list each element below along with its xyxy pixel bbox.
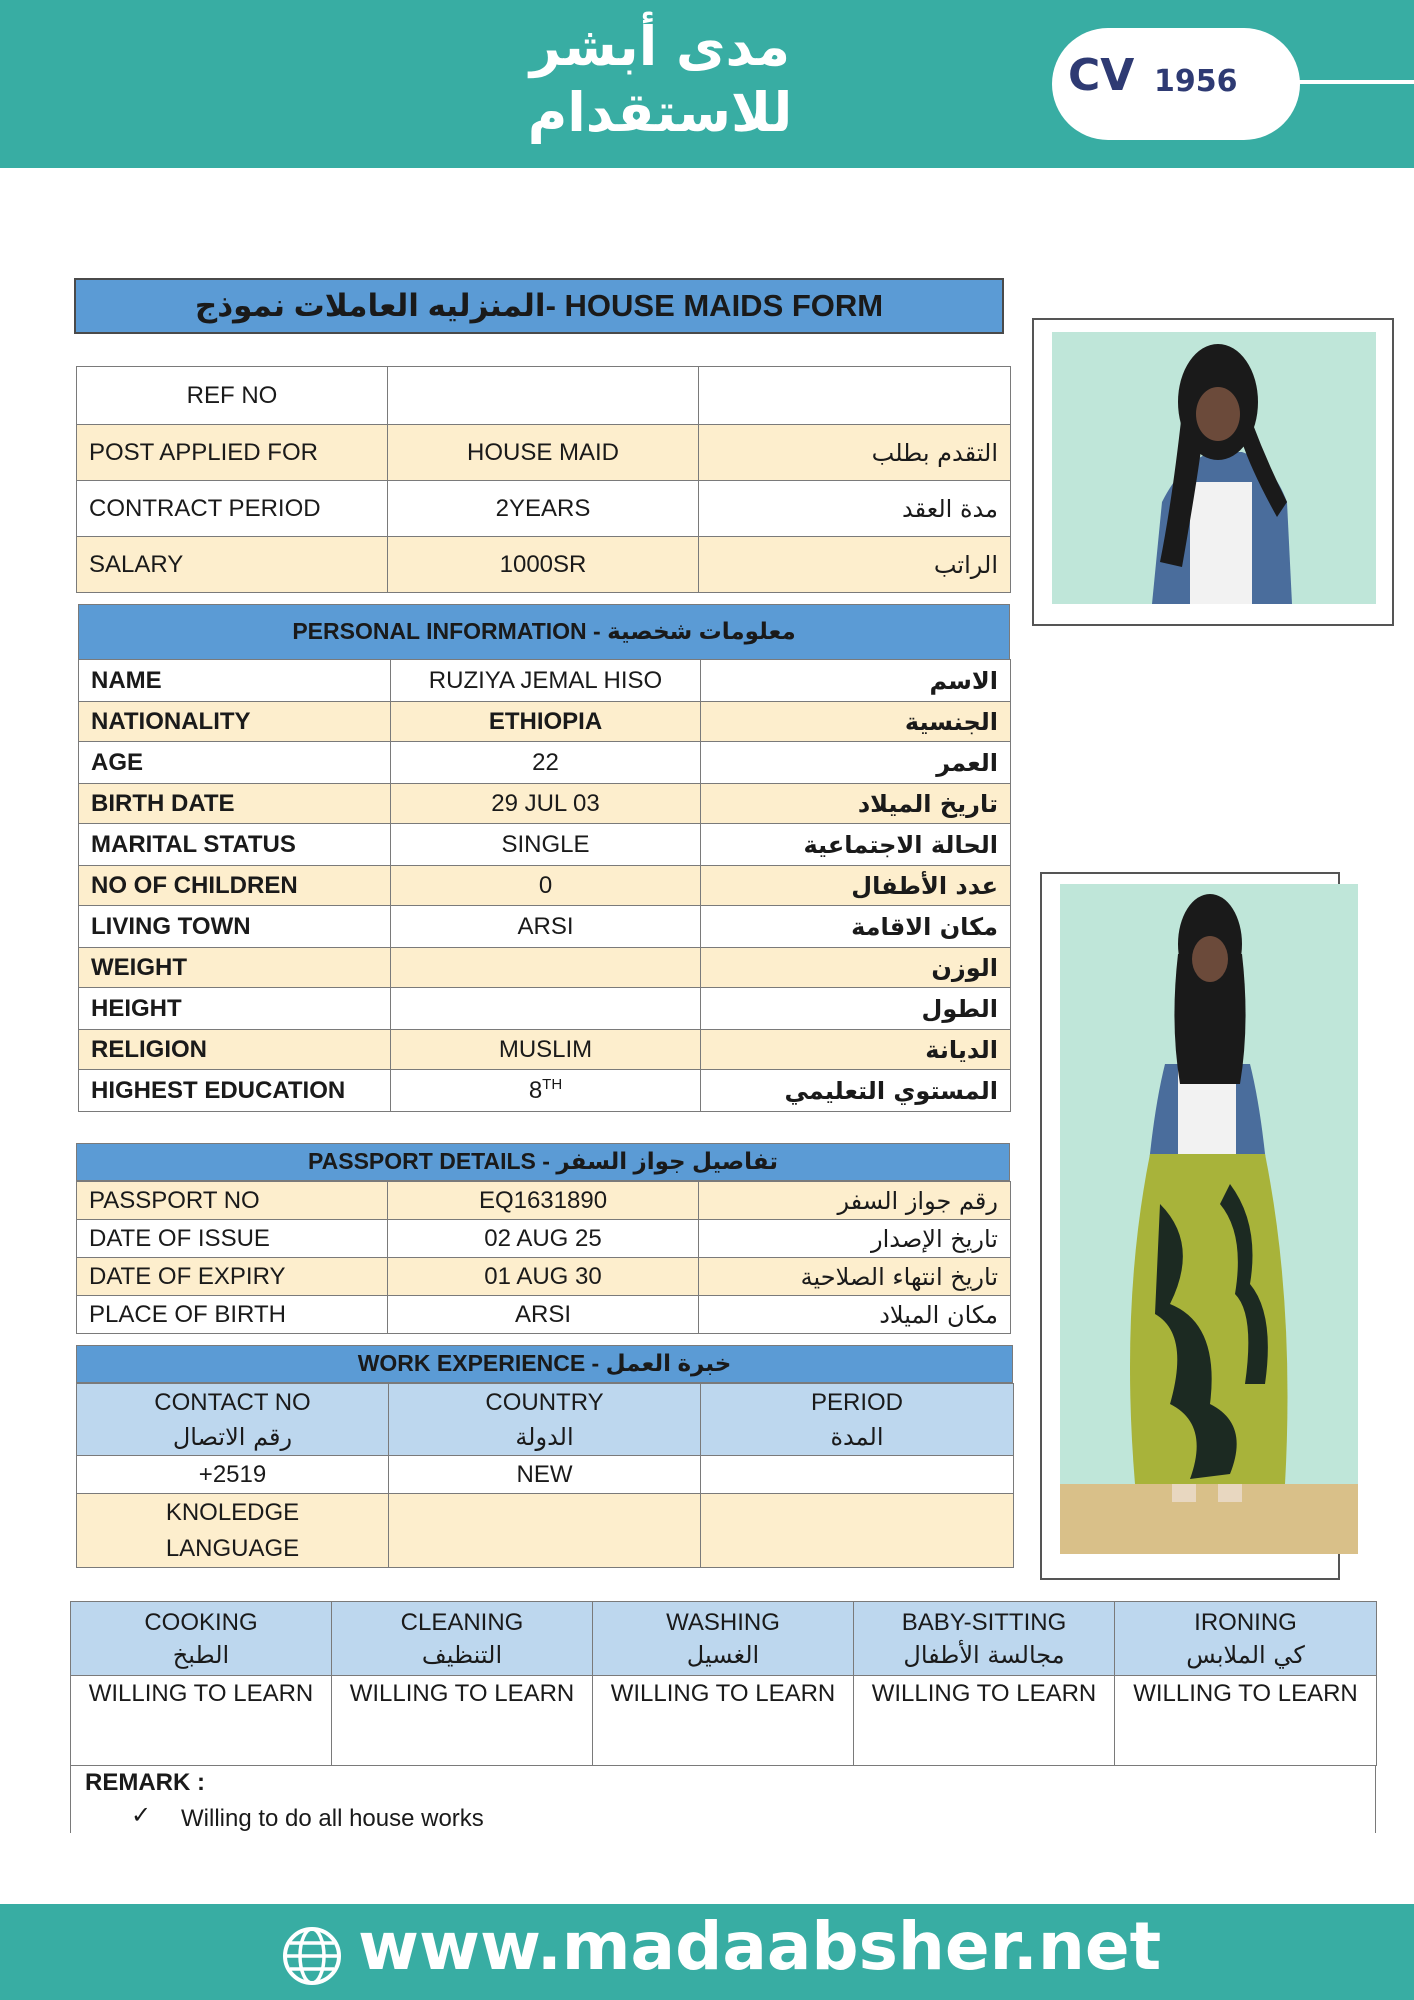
table-row: [71, 1676, 1377, 1766]
personal-label: RELIGION: [79, 1030, 391, 1070]
salary-ar: الراتب: [699, 537, 1011, 593]
portrait-photo-frame: [1032, 318, 1394, 626]
post-value: HOUSE MAID: [388, 425, 699, 481]
table-row: [77, 1258, 1011, 1296]
full-body-photo: [1060, 884, 1358, 1554]
personal-value-text: RUZIYA JEMAL HISO: [428, 666, 663, 694]
personal-value-text: 8: [528, 1077, 543, 1104]
contact-value: +2519: [77, 1456, 389, 1494]
personal-value: [391, 702, 701, 742]
brand-line-2: للاستقدام: [527, 81, 793, 144]
ref-no-value: [388, 367, 699, 425]
remark-item: Willing to do all house works: [181, 1805, 484, 1832]
skill-level: WILLING TO LEARN: [854, 1676, 1115, 1766]
country-header: [389, 1384, 701, 1456]
skill-name-ar: مجالسة الأطفال: [903, 1640, 1065, 1669]
passport-label-ar: رقم جواز السفر: [699, 1182, 1011, 1220]
personal-label-ar: تاريخ الميلاد: [701, 784, 1011, 824]
personal-value-text: SINGLE: [501, 830, 590, 858]
personal-value-text: 29 JUL 03: [491, 789, 600, 817]
salary-label: SALARY: [77, 537, 388, 593]
table-row: [77, 1220, 1011, 1258]
skill-name: CLEANING: [400, 1608, 524, 1636]
application-table: [76, 366, 1011, 593]
remark-title: REMARK :: [85, 1769, 205, 1796]
salary-value: 1000SR: [388, 537, 699, 593]
personal-label-ar: الجنسية: [701, 702, 1011, 742]
table-row: [79, 742, 1011, 784]
skill-name: IRONING: [1194, 1608, 1297, 1636]
personal-value: [391, 948, 701, 988]
personal-label-ar: المستوي التعليمي: [701, 1070, 1011, 1112]
personal-value-text: 0: [538, 871, 553, 899]
skill-name-ar: التنظيف: [421, 1640, 503, 1669]
passport-label: DATE OF ISSUE: [77, 1220, 388, 1258]
company-logo-text: [470, 14, 850, 146]
country-header-ar: الدولة: [515, 1422, 574, 1451]
personal-info-table: [78, 659, 1011, 1112]
passport-table: [76, 1181, 1011, 1334]
personal-label: HIGHEST EDUCATION: [79, 1070, 391, 1112]
knowledge-line-2: LANGUAGE: [165, 1534, 300, 1562]
table-row: [79, 824, 1011, 866]
skill-header: [854, 1602, 1115, 1676]
personal-info-title: PERSONAL INFORMATION - معلومات شخصية: [78, 604, 1010, 660]
remark-section: [70, 1765, 1376, 1833]
website-link[interactable]: www.madaabsher.net: [358, 1908, 1162, 1985]
country-value: NEW: [389, 1456, 701, 1494]
contact-header-ar: رقم الاتصال: [172, 1422, 293, 1451]
table-row: [77, 481, 1011, 537]
table-row: [79, 1030, 1011, 1070]
personal-label-ar: الوزن: [701, 948, 1011, 988]
brand-line-1: مدى أبشر: [529, 15, 791, 78]
personal-label-ar: الطول: [701, 988, 1011, 1030]
personal-label: AGE: [79, 742, 391, 784]
skill-level: WILLING TO LEARN: [1115, 1676, 1377, 1766]
skill-header: [332, 1602, 593, 1676]
skill-level: WILLING TO LEARN: [332, 1676, 593, 1766]
knowledge-value-2: [701, 1494, 1014, 1568]
passport-title: PASSPORT DETAILS - تفاصيل جواز السفر: [76, 1143, 1010, 1181]
skill-level: WILLING TO LEARN: [593, 1676, 854, 1766]
personal-value: [391, 988, 701, 1030]
personal-value-text: ETHIOPIA: [488, 707, 603, 735]
form-title: المنزليه العاملات نموذج- HOUSE MAIDS FORM: [74, 278, 1004, 334]
ref-no-label: REF NO: [77, 367, 388, 425]
period-header: [701, 1384, 1014, 1456]
personal-value: [391, 742, 701, 784]
personal-value: [391, 784, 701, 824]
personal-value-text: 22: [532, 748, 559, 776]
personal-label: LIVING TOWN: [79, 906, 391, 948]
passport-label-ar: تاريخ الإصدار: [699, 1220, 1011, 1258]
skill-name-ar: الغسيل: [686, 1640, 760, 1669]
globe-icon: [282, 1926, 342, 1986]
skill-name: WASHING: [666, 1608, 780, 1636]
passport-value: 02 AUG 25: [388, 1220, 699, 1258]
work-experience-title: WORK EXPERIENCE - خبرة العمل: [76, 1345, 1013, 1383]
skill-name: COOKING: [144, 1608, 258, 1636]
table-row: [79, 948, 1011, 988]
post-label: POST APPLIED FOR: [77, 425, 388, 481]
table-row: [79, 660, 1011, 702]
table-row: [77, 1296, 1011, 1334]
personal-label: BIRTH DATE: [79, 784, 391, 824]
table-row: [77, 537, 1011, 593]
knowledge-language-label: [77, 1494, 389, 1568]
table-row: [79, 866, 1011, 906]
personal-label-ar: الحالة الاجتماعية: [701, 824, 1011, 866]
personal-label: HEIGHT: [79, 988, 391, 1030]
table-row: [79, 702, 1011, 742]
personal-value-text: ARSI: [517, 912, 574, 940]
personal-value: [391, 1070, 701, 1112]
personal-label-ar: العمر: [701, 742, 1011, 784]
table-row: [79, 1070, 1011, 1112]
personal-label-ar: الاسم: [701, 660, 1011, 702]
cv-number: 1956: [1154, 64, 1238, 99]
personal-value-superscript: TH: [542, 1076, 563, 1093]
passport-label: DATE OF EXPIRY: [77, 1258, 388, 1296]
personal-label-ar: الديانة: [701, 1030, 1011, 1070]
table-row: [77, 1384, 1014, 1456]
personal-label: NO OF CHILDREN: [79, 866, 391, 906]
full-body-photo-frame: [1040, 872, 1340, 1580]
ref-no-ar: [699, 367, 1011, 425]
portrait-photo: [1052, 332, 1376, 604]
table-row: [77, 1456, 1014, 1494]
contract-label: CONTRACT PERIOD: [77, 481, 388, 537]
table-row: [77, 367, 1011, 425]
knowledge-line-1: KNOLEDGE: [165, 1498, 300, 1526]
personal-label: WEIGHT: [79, 948, 391, 988]
passport-value: 01 AUG 30: [388, 1258, 699, 1296]
period-header-en: PERIOD: [810, 1388, 903, 1416]
skill-name: BABY-SITTING: [901, 1608, 1067, 1636]
passport-label-ar: مكان الميلاد: [699, 1296, 1011, 1334]
table-row: [77, 1182, 1011, 1220]
personal-label: MARITAL STATUS: [79, 824, 391, 866]
personal-value: [391, 824, 701, 866]
knowledge-value-1: [389, 1494, 701, 1568]
passport-value: EQ1631890: [388, 1182, 699, 1220]
period-header-ar: المدة: [830, 1422, 884, 1451]
contract-ar: مدة العقد: [699, 481, 1011, 537]
personal-label: NAME: [79, 660, 391, 702]
personal-label-ar: مكان الاقامة: [701, 906, 1011, 948]
table-row: [79, 906, 1011, 948]
passport-label: PLACE OF BIRTH: [77, 1296, 388, 1334]
personal-value: [391, 866, 701, 906]
passport-value: ARSI: [388, 1296, 699, 1334]
personal-value-text: MUSLIM: [498, 1035, 593, 1063]
cv-connector-line: [1290, 80, 1414, 84]
skill-name-ar: كي الملابس: [1186, 1640, 1305, 1669]
skill-level: WILLING TO LEARN: [71, 1676, 332, 1766]
work-experience-table: [76, 1383, 1014, 1568]
skill-header: [71, 1602, 332, 1676]
country-header-en: COUNTRY: [485, 1388, 604, 1416]
remark-check-icon: ✓: [131, 1802, 152, 1829]
table-row: [77, 425, 1011, 481]
personal-value: [391, 906, 701, 948]
skills-table: [70, 1601, 1377, 1766]
contact-header-en: CONTACT NO: [154, 1388, 311, 1416]
post-ar: التقدم بطلب: [699, 425, 1011, 481]
personal-value: [391, 660, 701, 702]
table-row: [71, 1602, 1377, 1676]
period-value: [701, 1456, 1014, 1494]
skill-header: [1115, 1602, 1377, 1676]
personal-label-ar: عدد الأطفال: [701, 866, 1011, 906]
skill-name-ar: الطبخ: [172, 1640, 230, 1669]
table-row: [77, 1494, 1014, 1568]
contract-value: 2YEARS: [388, 481, 699, 537]
personal-value: [391, 1030, 701, 1070]
cv-label: CV: [1068, 50, 1135, 101]
table-row: [79, 988, 1011, 1030]
passport-label-ar: تاريخ انتهاء الصلاحية: [699, 1258, 1011, 1296]
skill-header: [593, 1602, 854, 1676]
table-row: [79, 784, 1011, 824]
passport-label: PASSPORT NO: [77, 1182, 388, 1220]
personal-label: NATIONALITY: [79, 702, 391, 742]
contact-header: [77, 1384, 389, 1456]
